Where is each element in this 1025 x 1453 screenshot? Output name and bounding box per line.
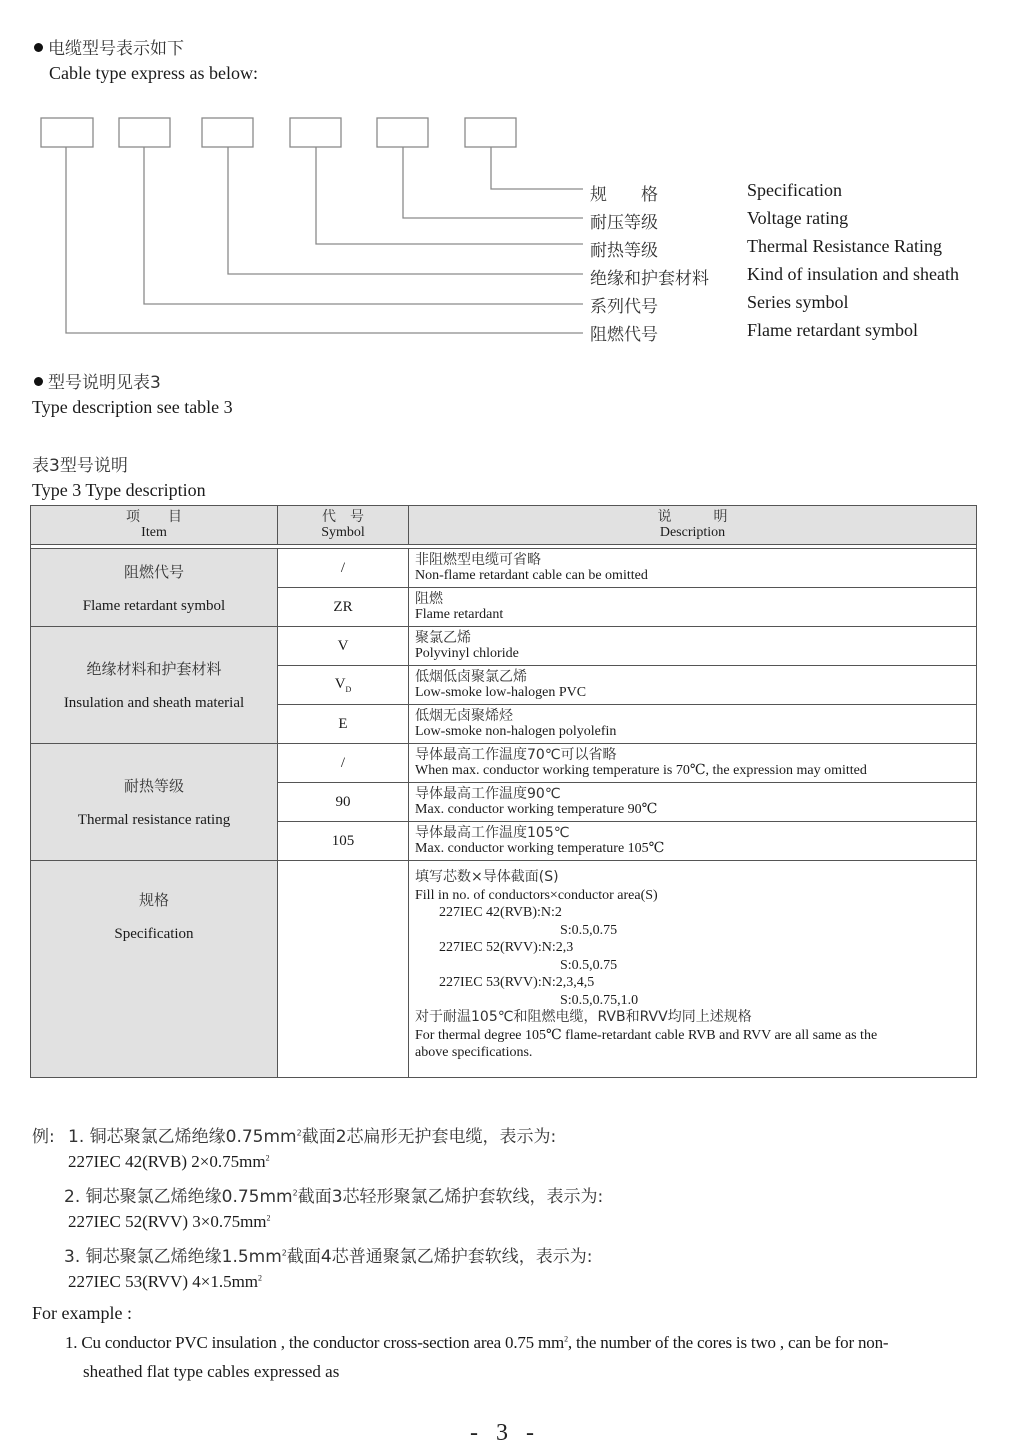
spec-line: 227IEC 42(RVB):N:2 bbox=[439, 905, 562, 920]
spec-line: S:0.5,0.75 bbox=[560, 957, 618, 973]
item-cn: 规格 bbox=[138, 891, 169, 909]
example-en-1-line2: sheathed flat type cables expressed as bbox=[83, 1362, 340, 1381]
diagram-label-cn-specification: 规 格 bbox=[590, 185, 658, 205]
code-box-3 bbox=[202, 118, 253, 147]
desc-en: Low-smoke non-halogen polyolefin bbox=[415, 724, 617, 739]
header-description-cn: 说 明 bbox=[657, 509, 728, 525]
item-en: Insulation and sheath material bbox=[63, 695, 245, 711]
description-cell bbox=[409, 627, 977, 666]
desc-cn: 聚氯乙烯 bbox=[415, 630, 471, 646]
example-cn-2-line1 bbox=[64, 1182, 603, 1207]
code-box-1 bbox=[41, 118, 93, 147]
connector-line-6 bbox=[491, 147, 583, 189]
item-en: Thermal resistance rating bbox=[77, 812, 231, 828]
example-text: 1. Cu conductor PVC insulation , the conductor cross-section area 0.75 mm bbox=[65, 1333, 565, 1352]
spec-line: 227IEC 52(RVV):N:2,3 bbox=[439, 940, 574, 955]
header-item bbox=[31, 506, 278, 545]
desc-en: Max. conductor working temperature 105℃ bbox=[415, 841, 665, 856]
connector-line-5 bbox=[403, 147, 583, 218]
symbol-cell bbox=[278, 666, 409, 705]
item-insulation-sheath bbox=[31, 627, 278, 744]
spec-line: S:0.5,0.75 bbox=[560, 922, 618, 938]
description-cell bbox=[409, 744, 977, 783]
symbol-subscript: D bbox=[345, 685, 352, 694]
heading-text: 型号说明见表3 bbox=[48, 373, 161, 393]
description-cell bbox=[409, 705, 977, 744]
connector-line-4 bbox=[316, 147, 583, 244]
example-text: 截面3芯轻形聚氯乙烯护套软线，表示为: bbox=[297, 1187, 604, 1207]
table-row bbox=[31, 861, 977, 1078]
section-heading-en: Cable type express as below: bbox=[49, 63, 258, 83]
code-box-6 bbox=[465, 118, 516, 147]
symbol-cell: 90 bbox=[278, 783, 409, 822]
header-symbol bbox=[278, 506, 409, 545]
example-text: 截面2芯扁形无护套电缆，表示为: bbox=[301, 1127, 557, 1147]
desc-en: Low-smoke low-halogen PVC bbox=[415, 685, 587, 700]
spec-line: S:0.5,0.75,1.0 bbox=[560, 992, 639, 1008]
diagram-label-en-flame: Flame retardant symbol bbox=[747, 320, 918, 340]
description-cell bbox=[409, 666, 977, 705]
diagram-label-en-voltage: Voltage rating bbox=[747, 208, 849, 228]
header-item-cn: 项 目 bbox=[126, 509, 182, 525]
superscript: 2 bbox=[281, 1248, 287, 1258]
table-header-row bbox=[31, 506, 977, 545]
example-model: 227IEC 53(RVV) 4×1.5mm bbox=[68, 1272, 259, 1291]
diagram-label-cn-series: 系列代号 bbox=[590, 297, 658, 317]
symbol-main: V bbox=[334, 676, 346, 692]
bullet-icon bbox=[34, 377, 43, 386]
symbol-cell: V bbox=[278, 627, 409, 666]
code-box-5 bbox=[377, 118, 428, 147]
desc-en: Non-flame retardant cable can be omitted bbox=[415, 568, 648, 583]
header-symbol-en: Symbol bbox=[321, 525, 365, 540]
table-row bbox=[31, 627, 977, 666]
diagram-label-cn-flame: 阻燃代号 bbox=[590, 325, 658, 345]
description-cell bbox=[409, 783, 977, 822]
superscript: 2 bbox=[564, 1334, 568, 1344]
heading-text: 电缆型号表示如下 bbox=[48, 39, 184, 59]
symbol-cell bbox=[278, 861, 409, 1078]
section2-heading-cn bbox=[34, 368, 161, 393]
example-prefix: 例: bbox=[32, 1127, 55, 1147]
desc-cn: 导体最高工作温度105℃ bbox=[415, 825, 570, 841]
superscript: 2 bbox=[296, 1128, 302, 1138]
example-text: , the number of the cores is two , can be for non- bbox=[567, 1333, 889, 1352]
superscript: 2 bbox=[265, 1153, 270, 1163]
example-en-heading: For example : bbox=[32, 1303, 132, 1323]
example-text: 2. 铜芯聚氯乙烯绝缘0.75mm bbox=[64, 1187, 293, 1207]
desc-cn: 低烟低卤聚氯乙烯 bbox=[415, 669, 527, 685]
desc-cn: 导体最高工作温度90℃ bbox=[415, 786, 561, 802]
table-row bbox=[31, 549, 977, 588]
example-cn-3-line1 bbox=[64, 1242, 592, 1267]
item-en: Specification bbox=[114, 926, 194, 942]
spec-line: For thermal degree 105℃ flame-retardant cable RVB and RVV are all same as the bbox=[415, 1027, 878, 1043]
desc-cn: 阻燃 bbox=[415, 591, 443, 607]
example-model: 227IEC 52(RVV) 3×0.75mm bbox=[68, 1212, 267, 1231]
description-cell bbox=[409, 549, 977, 588]
example-cn-3-line2 bbox=[68, 1272, 262, 1292]
symbol-cell: ZR bbox=[278, 588, 409, 627]
description-cell bbox=[409, 822, 977, 861]
cable-type-diagram bbox=[0, 0, 1025, 360]
spec-line: 227IEC 53(RVV):N:2,3,4,5 bbox=[439, 975, 595, 990]
item-flame-retardant bbox=[31, 549, 278, 627]
header-item-en: Item bbox=[141, 525, 167, 540]
diagram-label-en-specification: Specification bbox=[747, 180, 842, 200]
desc-en: When max. conductor working temperature is 70℃, the expression may omitted bbox=[415, 763, 867, 778]
diagram-label-en-insulation: Kind of insulation and sheath bbox=[747, 264, 959, 284]
example-cn-2-line2 bbox=[68, 1212, 271, 1232]
spec-line: above specifications. bbox=[415, 1045, 533, 1060]
header-description-en: Description bbox=[659, 525, 726, 540]
code-box-4 bbox=[290, 118, 341, 147]
desc-en: Flame retardant bbox=[415, 607, 504, 622]
symbol-cell: 105 bbox=[278, 822, 409, 861]
description-cell bbox=[409, 861, 977, 1078]
desc-cn: 低烟无卤聚烯烃 bbox=[415, 708, 513, 724]
diagram-label-en-thermal: Thermal Resistance Rating bbox=[747, 236, 942, 256]
item-en: Flame retardant symbol bbox=[82, 597, 226, 614]
symbol-cell: E bbox=[278, 705, 409, 744]
header-symbol-cn: 代 号 bbox=[322, 509, 364, 525]
description-cell bbox=[409, 588, 977, 627]
item-specification bbox=[31, 861, 278, 1078]
item-cn: 阻燃代号 bbox=[123, 562, 184, 581]
superscript: 2 bbox=[266, 1213, 271, 1223]
diagram-label-cn-insulation: 绝缘和护套材料 bbox=[590, 269, 709, 289]
superscript: 2 bbox=[292, 1188, 298, 1198]
connector-line-3 bbox=[228, 147, 583, 274]
desc-cn: 非阻燃型电缆可省略 bbox=[415, 552, 541, 568]
type-description-table bbox=[30, 505, 977, 1078]
diagram-label-cn-thermal: 耐热等级 bbox=[590, 241, 658, 261]
table-row bbox=[31, 744, 977, 783]
desc-cn: 导体最高工作温度70℃可以省略 bbox=[415, 747, 617, 763]
spec-line: 对于耐温105℃和阻燃电缆，RVB和RVV均同上述规格 bbox=[415, 1009, 752, 1025]
code-box-2 bbox=[119, 118, 170, 147]
connector-line-2 bbox=[144, 147, 583, 304]
section2-heading-en: Type description see table 3 bbox=[32, 397, 233, 417]
spec-line: Fill in no. of conductors×conductor area(S) bbox=[415, 887, 658, 903]
example-text: 截面4芯普通聚氯乙烯护套软线，表示为: bbox=[286, 1247, 593, 1267]
desc-en: Polyvinyl chloride bbox=[415, 646, 519, 661]
table-caption-en: Type 3 Type description bbox=[32, 480, 206, 500]
example-model: 227IEC 42(RVB) 2×0.75mm bbox=[68, 1152, 266, 1171]
table-caption-cn: 表3型号说明 bbox=[32, 456, 128, 476]
example-cn-1-line1 bbox=[68, 1122, 556, 1147]
spec-line: 填写芯数×导体截面(S) bbox=[415, 869, 559, 885]
item-cn: 耐热等级 bbox=[123, 777, 184, 795]
example-text: 3. 铜芯聚氯乙烯绝缘1.5mm bbox=[64, 1247, 282, 1267]
header-description bbox=[409, 506, 977, 545]
example-text: 1. 铜芯聚氯乙烯绝缘0.75mm bbox=[68, 1127, 297, 1147]
page-number: - 3 - bbox=[470, 1420, 540, 1446]
diagram-label-en-series: Series symbol bbox=[747, 292, 849, 312]
example-en-1-line1 bbox=[65, 1333, 888, 1353]
superscript: 2 bbox=[258, 1273, 263, 1283]
desc-en: Max. conductor working temperature 90℃ bbox=[415, 802, 658, 817]
symbol-cell: / bbox=[278, 549, 409, 588]
item-cn: 绝缘材料和护套材料 bbox=[86, 660, 222, 678]
symbol-cell: / bbox=[278, 744, 409, 783]
diagram-label-cn-voltage: 耐压等级 bbox=[590, 213, 658, 233]
example-cn-1-line2 bbox=[68, 1152, 270, 1172]
item-thermal-resistance bbox=[31, 744, 278, 861]
